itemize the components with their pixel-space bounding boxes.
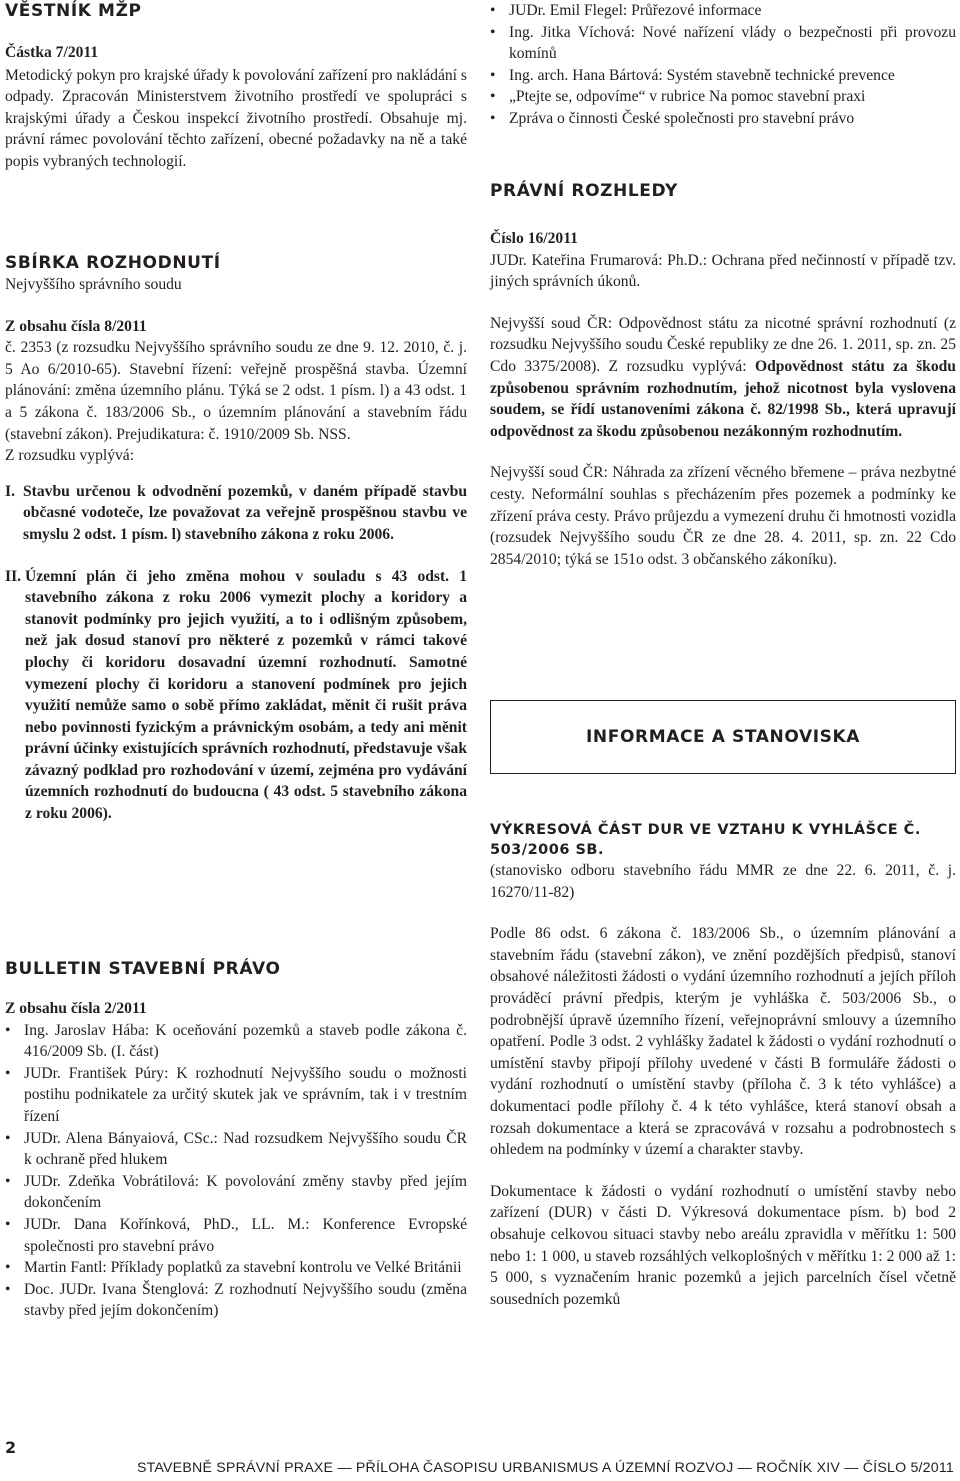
section-heading: VĚSTNÍK MŽP — [5, 1, 142, 21]
point-number: I. — [5, 482, 15, 500]
contents-label: Z obsahu čísla 8/2011 — [5, 317, 147, 335]
list-item: • JUDr. Alena Bányaiová, CSc.: Nad rozsudkem Nejvyššího soudu ČR k ochraně před hlukem — [5, 1128, 467, 1171]
vestnik-section — [5, 0, 467, 173]
list-item: • Ing. Jaroslav Hába: K oceňování pozemků a staveb podle zákona č. 416/2009 Sb. (I. část) — [5, 1020, 467, 1063]
ruling-point-1 — [5, 481, 467, 546]
ruling-paragraph: Nejvyšší soud ČR: Náhrada za zřízení věcného břemene – práva nezbytné cesty. Neformální souhlas s přecházením přes pozemek a podmínky ke zřízení práva cesty. Právo průjezdu a vymezení druhu či hmotnosti vozidla (rozsudek Nejvyššího soudu ČR ze dne 28. 4. 2011, sp. zn. 22 Cdo 2854/2010; týká se 151o odst. 3 občanského zákoníku). — [490, 464, 956, 568]
sbirka-section — [5, 252, 467, 825]
pravni-section — [490, 180, 956, 570]
paragraph-text: Nejvyšší soud ČR: Odpovědnost státu za nicotné správní rozhodnutí (z rozsudku Nejvyššího soudu České republiky ze dne 26. 1. 2011, sp. zn. 25 Cdo 3375/2008). Z rozsudku vyplývá: — [490, 314, 956, 375]
list-item: • „Ptejte se, odpovíme“ v rubrice Na pomoc stavební praxi — [490, 86, 956, 108]
section-intro: JUDr. Kateřina Frumarová: Ph.D.: Ochrana před nečinností v případě tzv. jiných správních úkonů. — [490, 251, 956, 291]
point-text: Územní plán či jeho změna mohou v souladu s 43 odst. 1 stavebního zákona z roku 2006 vymezit plochy a koridory a stanovit podmínky pro jejich využití, a to i odlišným způsobem, než jak dosud stanoví pro některé z pozemků v rámci takové plochy či koridoru dosavadní územní rozhodnutí. Samotné vymezení plochy či koridoru a stanovení podmínek pro jejich využití nemůže samo o sobě přímo zakládat, měnit či rušit práva nebo povinnosti fyzickým a právnickým osobám, a tedy ani měnit právní účinky existujících správních rozhodnutí, představuje však závazný podklad pro rozhodování v území, zejména pro vydávání územních rozhodnutí do budoucna ( 43 odst. 5 stavebního zákona z roku 2006). — [25, 567, 467, 823]
info-title-box — [490, 700, 956, 774]
bulletin-section — [5, 958, 467, 1322]
list-item: • JUDr. František Púry: K rozhodnutí Nejvyššího soudu o možnosti postihu podnikatele za určitý skutek jak ve správním, tak i v trestním řízení — [5, 1063, 467, 1128]
section-heading: BULLETIN STAVEBNÍ PRÁVO — [5, 959, 281, 979]
list-item: • JUDr. Dana Kořínková, PhD., LL. M.: Konference Evropské společnosti pro stavební právo — [5, 1214, 467, 1257]
point-number: II. — [5, 567, 22, 585]
bulletin-list — [5, 1020, 467, 1322]
list-item: • Doc. JUDr. Ivana Štenglová: Z rozhodnutí Nejvyššího soudu (změna stavby před jejím dokončením) — [5, 1279, 467, 1322]
ruling-intro: Z rozsudku vyplývá: — [5, 447, 135, 465]
section-subtitle: Nejvyššího správního soudu — [5, 276, 182, 293]
info-section — [490, 820, 956, 1310]
section-body: č. 2353 (z rozsudku Nejvyššího správního soudu ze dne 9. 12. 2010, č. j. 5 Ao 6/2010-65). Stavební řízení: veřejně prospěšná stavba. Územní plánování: změna územního plánu. Týká se 2 odst. 1 písm. l) a 43 odst. 1 a 5 zákona č. 183/2006 Sb., o územním plánování a stavebním řádu (stavební zákon). Prejudikatura: č. 1910/2009 Sb. NSS. — [5, 339, 467, 443]
issue-label: Číslo 16/2011 — [490, 230, 578, 247]
list-item: • Ing. Jitka Víchová: Nové nařízení vlády o bezpečnosti při provozu komínů — [490, 22, 956, 65]
section-note: (stanovisko odboru stavebního řádu MMR ze dne 22. 6. 2011, č. j. 16270/11-82) — [490, 862, 956, 901]
ruling-point-2 — [5, 566, 467, 825]
bulletin-list-continued — [490, 0, 956, 130]
paragraph-bold-text: Odpovědnost státu za škodu způsobenou správním rozhodnutím, jehož nicotnost byla vyslovena soudem, se řídí ustanoveními zákona č. 82/1998 Sb., která upravují odpovědnost za škodu způsobenou nezákonným rozhodnutím. — [490, 357, 956, 440]
section-heading: SBÍRKA ROZHODNUTÍ — [5, 253, 221, 273]
point-text: Stavbu určenou k odvodnění pozemků, v daném případě stavbu občasné vodoteče, lze považovat za veřejně prospěšnou stavbu ve smyslu 2 odst. 1 písm. l) stavebního zákona z roku 2006. — [23, 482, 467, 543]
list-item: • Ing. arch. Hana Bártová: Systém stavebně technické prevence — [490, 65, 956, 87]
list-item: • JUDr. Zdeňka Vobrátilová: K povolování změny stavby před jejím dokončením — [5, 1171, 467, 1214]
list-item: • Zpráva o činnosti České společnosti pro stavební právo — [490, 108, 956, 130]
box-title: INFORMACE A STANOVISKA — [585, 727, 861, 747]
contents-label: Z obsahu čísla 2/2011 — [5, 1000, 147, 1017]
section-heading: VÝKRESOVÁ ČÁST DUR VE VZTAHU K VYHLÁŠCE Č. 503/2006 SB. — [490, 822, 921, 858]
section-body: Metodický pokyn pro krajské úřady k povolování zařízení pro nakládání s odpady. Zpracován Ministerstvem životního prostředí ve spolupráci s krajskými úřady a Českou inspekcí životního prostředí. Obsahuje mj. právní rámec povolování těchto zařízení, obecné požadavky na ně a také popis vybraných technologií. — [5, 66, 467, 170]
section-heading: PRÁVNÍ ROZHLEDY — [490, 181, 678, 201]
section-body: Dokumentace k žádosti o vydání rozhodnutí o umístění stavby nebo zařízení (DUR) v části D. Výkresová dokumentace písm. b) bod 2 obsahuje celkovou situaci stavby nebo areálu zpravidla v měřítku 1: 500 nebo 1: 1 000, u staveb rozsáhlých velkoplošných v měřítku 1: 2 000 až 1: 5 000, s vyznačením hranic pozemků a jejich parcelních čísel včetně sousedních pozemků — [490, 1182, 956, 1308]
list-item: • Martin Fantl: Příklady poplatků za stavební kontrolu ve Velké Británii — [5, 1257, 467, 1279]
running-footer: STAVEBNĚ SPRÁVNÍ PRAXE — PŘÍLOHA ČASOPISU URBANISMUS A ÚZEMNÍ ROZVOJ — ROČNÍK XIV — ČÍSLO 5/2011 — [136, 1460, 954, 1476]
list-item: • JUDr. Emil Flegel: Průřezové informace — [490, 0, 956, 22]
page-number: 2 — [5, 1438, 17, 1457]
ruling-paragraph — [490, 313, 956, 443]
section-subheading: Částka 7/2011 — [5, 44, 99, 61]
section-body: Podle 86 odst. 6 zákona č. 183/2006 Sb., o územním plánování a stavebním řádu (stavební zákon), ve znění pozdějších předpisů, stanoví obsahové náležitosti žádosti o vydání územního rozhodnutí a jejích příloh prováděcí právní předpis, kterým je vyhláška č. 503/2006 Sb., o podrobnější úpravě územního řízení, veřejnoprávní smlouvy a územního opatření. Podle 3 odst. 2 vyhlášky žadatel k žádosti o vydání rozhodnutí o umístění stavby připojí přílohy uvedené v části B formuláře žádosti o vydání rozhodnutí o umístění stavby (příloha č. 3 k této vyhlášce) a dokumentaci podle přílohy č. 4 k této vyhlášce, která stanoví obsah a rozsah dokumentace a která se zpracovává v rozsahu a podrobnostech s ohledem na podmínky v území a charakter stavby. — [490, 925, 956, 1159]
